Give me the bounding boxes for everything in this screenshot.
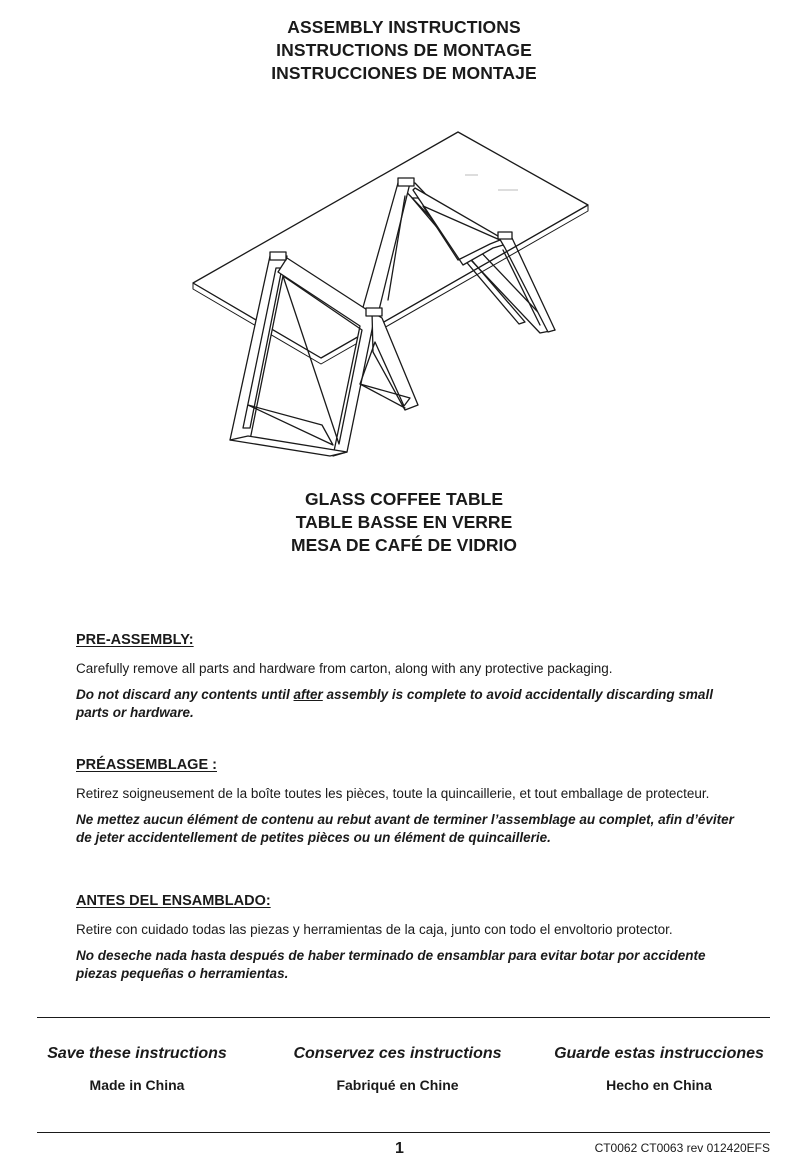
- section-body: Retirez soigneusement de la boîte toutes les pièces, toute la quincaillerie, et tout emballage de protecteur.: [76, 786, 710, 801]
- glass-coffee-table-drawing: [0, 0, 808, 480]
- save-instructions-french: Conservez ces instructions: [293, 1045, 502, 1062]
- pre-assembly-french: [76, 757, 736, 855]
- product-name-english: GLASS COFFEE TABLE: [304, 489, 503, 509]
- footer-col-english: [37, 1045, 237, 1093]
- footer-col-spanish: [545, 1045, 773, 1093]
- footer-divider-top: [37, 1017, 770, 1018]
- pre-assembly-spanish: [76, 893, 736, 991]
- section-heading: PRE-ASSEMBLY:: [76, 632, 194, 648]
- footer-divider-bottom: [37, 1132, 770, 1133]
- section-heading: ANTES DEL ENSAMBLADO:: [76, 893, 271, 909]
- save-instructions-spanish: Guarde estas instrucciones: [554, 1045, 764, 1062]
- title-french: INSTRUCTIONS DE MONTAGE: [276, 40, 532, 60]
- made-in-spanish: Hecho en China: [606, 1077, 712, 1093]
- title-english: ASSEMBLY INSTRUCTIONS: [287, 17, 521, 37]
- section-body: Carefully remove all parts and hardware from carton, along with any protective packaging.: [76, 661, 613, 676]
- product-name-block: [0, 488, 808, 557]
- footer-col-french: [285, 1045, 510, 1093]
- save-instructions-english: Save these instructions: [47, 1045, 227, 1062]
- made-in-english: Made in China: [89, 1077, 185, 1093]
- bracket-icon: [398, 178, 414, 186]
- section-body: Retire con cuidado todas las piezas y herramientas de la caja, junto con todo el envoltorio protector.: [76, 922, 673, 937]
- product-name-french: TABLE BASSE EN VERRE: [295, 512, 513, 532]
- section-warning: No deseche nada hasta después de haber terminado de ensamblar para evitar botar por accidente piezas pequeñas o herramientas.: [76, 948, 706, 981]
- pre-assembly-english: [76, 632, 736, 730]
- page-number: 1: [395, 1140, 404, 1157]
- title-spanish: INSTRUCCIONES DE MONTAJE: [271, 63, 537, 83]
- product-name-spanish: MESA DE CAFÉ DE VIDRIO: [291, 535, 517, 555]
- back-leg-frame: [360, 183, 555, 333]
- section-heading: PRÉASSEMBLAGE :: [76, 757, 217, 773]
- section-warning: Ne mettez aucun élément de contenu au rebut avant de terminer l’assemblage au complet, afin d’éviter de jeter accidentellement de petites pièces ou un élément de quincaillerie.: [76, 812, 734, 845]
- made-in-french: Fabriqué en Chine: [336, 1077, 459, 1093]
- section-warning: Do not discard any contents until after assembly is complete to avoid accidentally discarding small parts or hardware.: [76, 687, 713, 720]
- document-code: CT0062 CT0063 rev 012420EFS: [594, 1141, 770, 1155]
